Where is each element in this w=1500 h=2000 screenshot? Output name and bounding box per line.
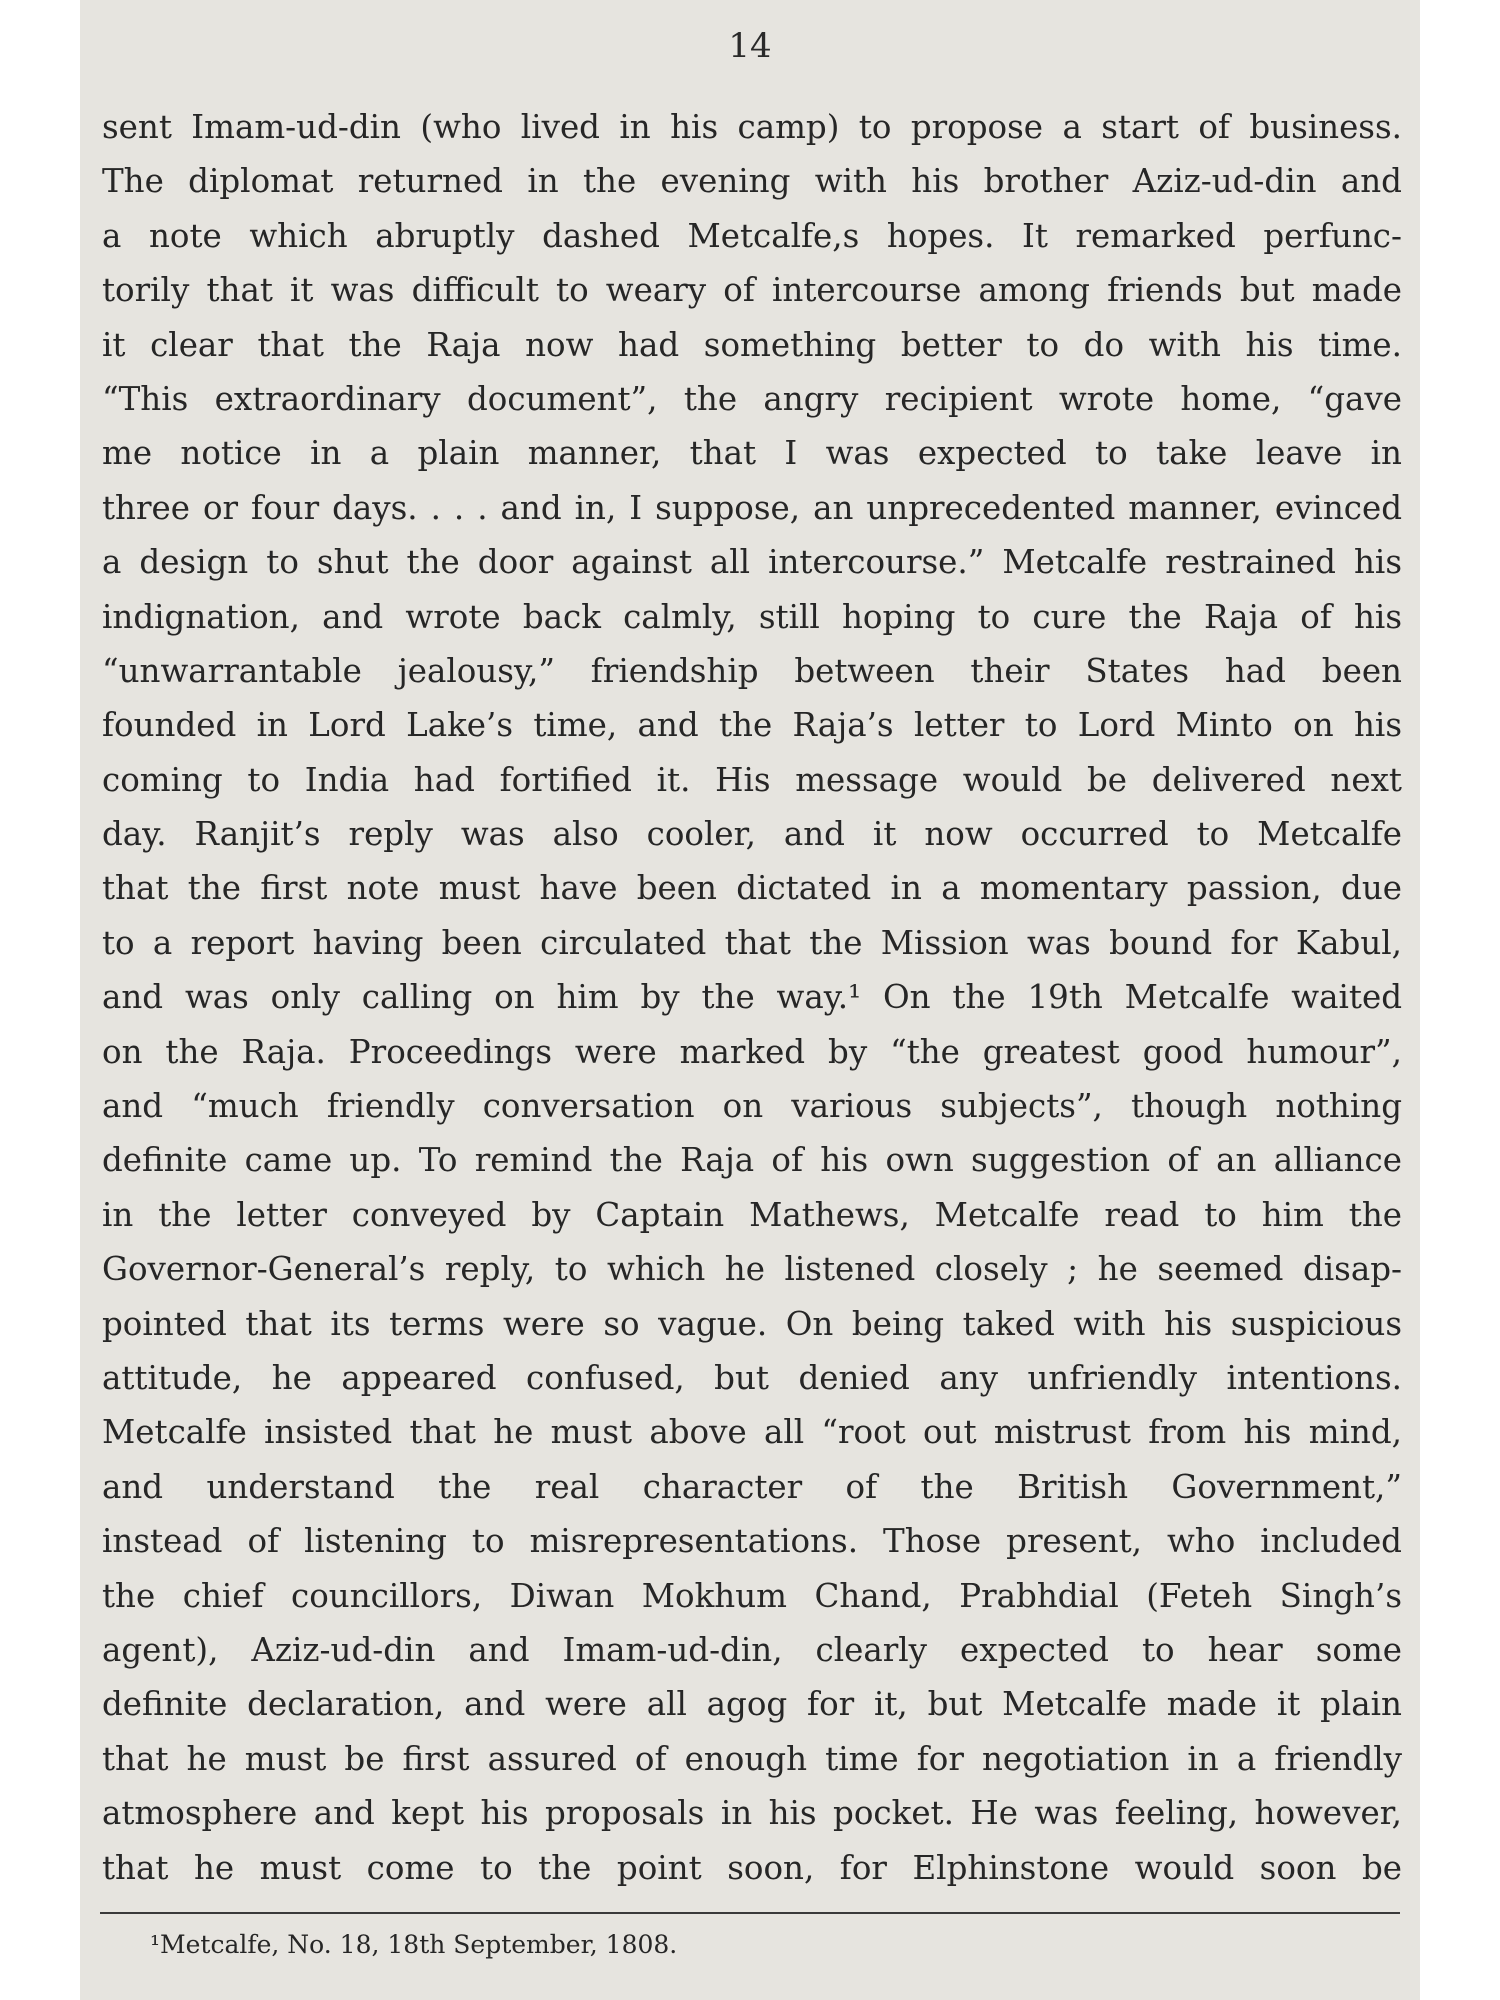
footnote: ¹Metcalfe, No. 18, 18th September, 1808. bbox=[150, 1930, 678, 1959]
text-line: founded in Lord Lake’s time, and the Raja’s letter to Lord Minto on his bbox=[102, 706, 1402, 745]
text-line: and “much friendly conversation on various subjects”, though nothing bbox=[102, 1087, 1402, 1126]
text-line: torily that it was difficult to weary of intercourse among friends but made bbox=[102, 271, 1402, 310]
text-line: definite came up. To remind the Raja of his own suggestion of an alliance bbox=[102, 1141, 1402, 1180]
text-line: a design to shut the door against all intercourse.” Metcalfe restrained his bbox=[102, 543, 1402, 582]
text-line: the chief councillors, Diwan Mokhum Chand, Prabhdial (Feteh Singh’s bbox=[102, 1576, 1402, 1615]
text-line: it clear that the Raja now had something better to do with his time. bbox=[102, 325, 1402, 364]
text-line: to a report having been circulated that the Mission was bound for Kabul, bbox=[102, 923, 1402, 962]
text-line: “This extraordinary document”, the angry recipient wrote home, “gave bbox=[102, 379, 1402, 418]
text-line: and was only calling on him by the way.¹ On the 19th Metcalfe waited bbox=[102, 978, 1402, 1017]
text-line: definite declaration, and were all agog for it, but Metcalfe made it plain bbox=[102, 1685, 1402, 1724]
text-line: attitude, he appeared confused, but denied any unfriendly intentions. bbox=[102, 1358, 1402, 1397]
body-text bbox=[102, 100, 1402, 1895]
footnote-divider bbox=[100, 1912, 1400, 1914]
text-line: that he must be first assured of enough time for negotiation in a friendly bbox=[102, 1739, 1402, 1778]
text-line: agent), Aziz-ud-din and Imam-ud-din, clearly expected to hear some bbox=[102, 1630, 1402, 1669]
text-line: three or four days. . . . and in, I suppose, an unprecedented manner, evinced bbox=[102, 488, 1402, 527]
text-line: pointed that its terms were so vague. On being taked with his suspicious bbox=[102, 1304, 1402, 1343]
text-line: The diplomat returned in the evening with his brother Aziz-ud-din and bbox=[102, 162, 1402, 201]
text-line: that he must come to the point soon, for Elphinstone would soon be bbox=[102, 1848, 1402, 1887]
text-line: atmosphere and kept his proposals in his pocket. He was feeling, however, bbox=[102, 1794, 1402, 1833]
text-line: sent Imam-ud-din (who lived in his camp) to propose a start of business. bbox=[102, 108, 1402, 146]
text-line: “unwarrantable jealousy,” friendship between their States had been bbox=[102, 651, 1402, 690]
book-page bbox=[80, 0, 1420, 2000]
text-line: that the first note must have been dictated in a momentary passion, due bbox=[102, 869, 1402, 908]
text-line: coming to India had fortified it. His message would be delivered next bbox=[102, 760, 1402, 799]
text-line: a note which abruptly dashed Metcalfe,s hopes. It remarked perfunc- bbox=[102, 216, 1402, 255]
page-number: 14 bbox=[728, 26, 772, 66]
text-line: on the Raja. Proceedings were marked by “the greatest good humour”, bbox=[102, 1032, 1402, 1071]
text-line: and understand the real character of the British Government,” bbox=[102, 1467, 1402, 1506]
text-line: me notice in a plain manner, that I was expected to take leave in bbox=[102, 434, 1402, 473]
text-line: indignation, and wrote back calmly, still hoping to cure the Raja of his bbox=[102, 597, 1402, 636]
text-line: Governor-General’s reply, to which he listened closely ; he seemed disap- bbox=[102, 1250, 1402, 1289]
text-line: Metcalfe insisted that he must above all “root out mistrust from his mind, bbox=[102, 1413, 1402, 1452]
text-line: instead of listening to misrepresentations. Those present, who included bbox=[102, 1522, 1402, 1561]
text-line: in the letter conveyed by Captain Mathews, Metcalfe read to him the bbox=[102, 1195, 1402, 1234]
text-line: day. Ranjit’s reply was also cooler, and it now occurred to Metcalfe bbox=[102, 815, 1402, 854]
